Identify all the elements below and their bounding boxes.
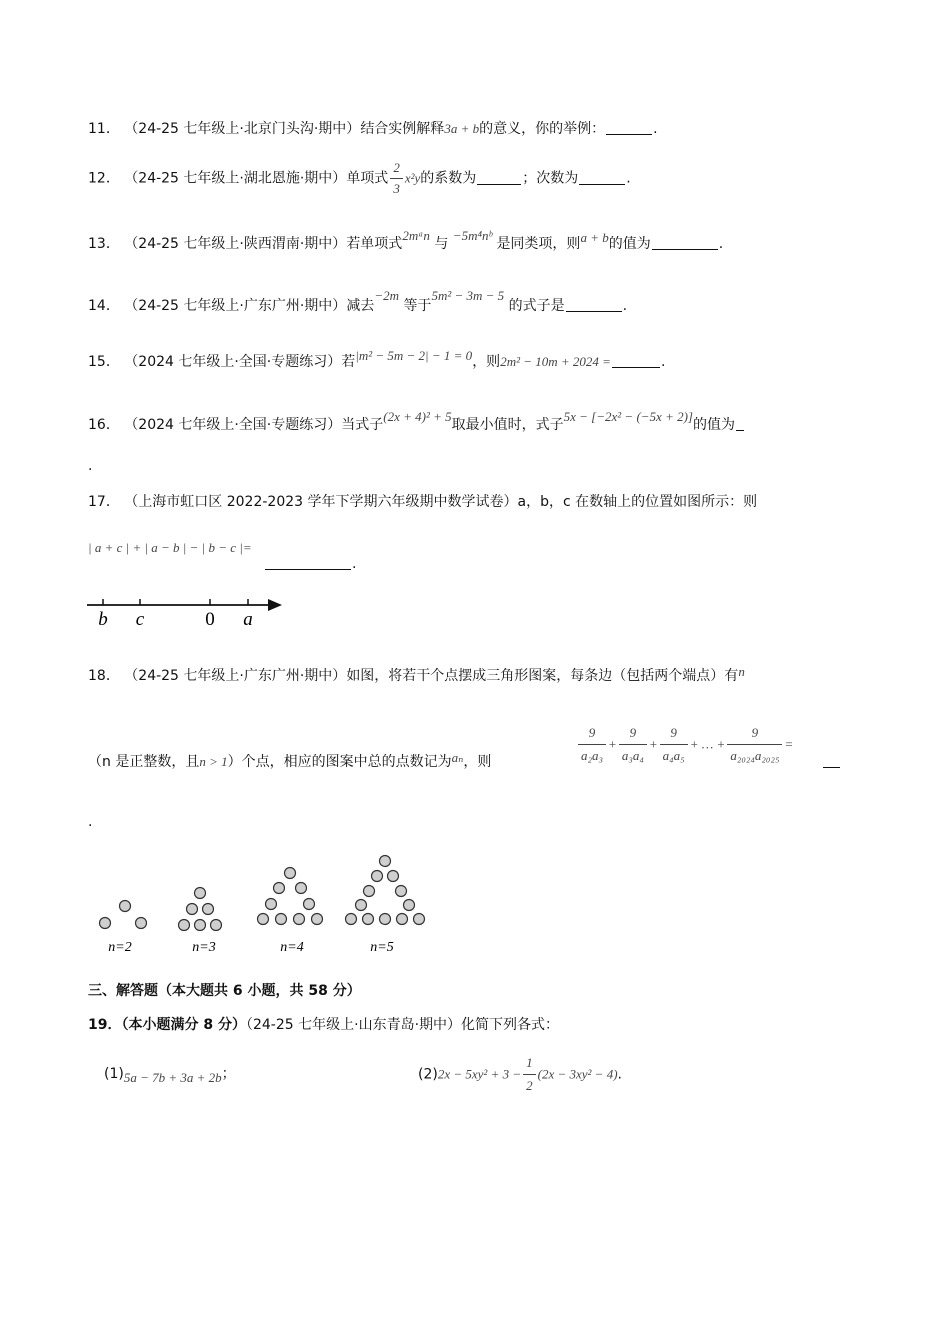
- q18-source: （24-25 七年级上·广东广州·期中）: [124, 668, 347, 684]
- q16-number: 16．: [88, 417, 120, 433]
- question-13: [88, 226, 723, 254]
- q13-expression-2: −5m⁴nᵇ: [452, 228, 492, 243]
- q17-number: 17．: [88, 494, 120, 510]
- q19-part-2-fraction: [523, 1052, 536, 1097]
- q19-part-1-label: (1): [104, 1066, 124, 1082]
- q12-fraction-denominator: 3: [390, 178, 403, 199]
- q12-text: ；次数为: [522, 170, 579, 187]
- q14-answer-blank: [566, 297, 622, 312]
- q12-expression: x²y: [404, 170, 421, 186]
- q11-text: 结合实例解释: [360, 121, 445, 137]
- q18-term-3-den: a₄a₅: [660, 744, 688, 767]
- q19-part-1: [104, 1064, 236, 1088]
- question-11: [88, 119, 658, 139]
- dot: [404, 900, 415, 911]
- dot: [211, 920, 222, 931]
- q18-term-3-num: 9: [670, 725, 677, 740]
- q14-text: 的式子是: [508, 298, 565, 314]
- q18-var-n: n: [738, 664, 745, 679]
- q15-source: （2024 七年级上·全国·专题练习）: [124, 354, 342, 370]
- q18-text: （n 是正整数，且: [88, 754, 200, 770]
- q12-source: （24-25 七年级上·湖北恩施·期中）: [124, 170, 347, 187]
- q18-term-1-num: 9: [588, 725, 596, 740]
- q18-term-1: [578, 722, 606, 767]
- q17-expression-line: [88, 538, 252, 564]
- q19-part-2-frac-num: 1: [526, 1055, 533, 1070]
- figure-label-n2: n=2: [108, 940, 132, 955]
- q13-expression-3: a + b: [580, 230, 609, 245]
- q15-text: 若: [341, 354, 356, 370]
- q19-part-2: [418, 1052, 622, 1097]
- q13-end: .: [718, 236, 724, 252]
- q19-part-1-end: ；: [221, 1066, 236, 1082]
- q17-answer-blank: [265, 555, 351, 570]
- q19-part-2-expression: 2x − 5xy² + 3 −: [437, 1066, 522, 1082]
- q11-expression: 3a + b: [444, 121, 480, 136]
- q18-var-a: aₙ: [451, 750, 464, 765]
- dot: [100, 918, 111, 929]
- q14-number: 14．: [88, 298, 120, 314]
- q19-part-1-expression: 5a − 7b + 3a + 2b: [123, 1070, 222, 1085]
- q13-text: 若单项式: [346, 236, 403, 252]
- q18-term-2-num: 9: [629, 725, 637, 740]
- q19-score: （本小题满分 8 分）: [121, 1017, 246, 1033]
- q12-fraction-numerator: 2: [393, 160, 400, 175]
- q11-text: 的意义，你的举例：: [479, 121, 606, 137]
- q18-text: ）个点，相应的图案中总的点数记为: [227, 754, 452, 770]
- dot: [285, 868, 296, 879]
- q19-part-2-end: .: [617, 1066, 622, 1083]
- q13-source: （24-25 七年级上·陕西渭南·期中）: [124, 236, 347, 252]
- dot: [294, 914, 305, 925]
- q19-number: 19．: [88, 1017, 122, 1033]
- q18-number: 18．: [88, 668, 120, 684]
- dot: [276, 914, 287, 925]
- q14-text: 减去: [346, 298, 375, 314]
- q17-expression: | a + c | + | a − b | − | b − c |=: [88, 540, 252, 555]
- q13-answer-blank: [652, 235, 718, 250]
- q17-blank-line: [264, 554, 356, 574]
- section-3-title: 三、解答题（本大题共 6 小题，共 58 分）: [88, 983, 361, 999]
- q18-term-4-num: 9: [751, 725, 759, 740]
- figure-n3: [179, 888, 222, 931]
- dot: [397, 914, 408, 925]
- dot: [364, 886, 375, 897]
- dot: [372, 871, 383, 882]
- dot: [203, 904, 214, 915]
- q18-term-4: [727, 722, 782, 767]
- q13-text: 与: [434, 236, 449, 252]
- q12-coefficient-blank: [477, 170, 521, 185]
- q18-text: ，则: [463, 754, 492, 770]
- q17-text: a，b，c 在数轴上的位置如图所示：则: [517, 494, 758, 510]
- dot: [363, 914, 374, 925]
- q19-source: （24-25 七年级上·山东青岛·期中）: [245, 1017, 462, 1033]
- dot: [414, 914, 425, 925]
- q18-term-3: [660, 722, 688, 767]
- q12-number: 12．: [88, 170, 120, 187]
- dot: [136, 918, 147, 929]
- figure-n2: [100, 901, 147, 929]
- q13-number: 13．: [88, 236, 120, 252]
- q11-number: 11．: [88, 121, 120, 137]
- figure-label-n4: n=4: [280, 940, 304, 955]
- dot: [380, 914, 391, 925]
- q14-expression-1: −2m: [374, 288, 399, 303]
- q16-text: 取最小值时，式子: [451, 417, 564, 433]
- q18-term-1-den: a₂a₃: [578, 744, 606, 767]
- q18-equals: =: [784, 736, 794, 752]
- q13-text: 的值为: [608, 236, 651, 252]
- number-line: [84, 592, 290, 632]
- label-a: a: [243, 609, 253, 630]
- question-17: [88, 492, 757, 512]
- q12-fraction: [390, 158, 403, 199]
- dot: [179, 920, 190, 931]
- q18-sum-expression: $\frac{9}{\text{a₂a₃}}$ + $\frac{9}{\text{a₃a₄}}$ + $\frac{9}{\text{a₄a₅}}$ + … + $\frac{9}{\text{a₂₀₂₄a₂₀₂₅}}$ =: [576, 722, 793, 767]
- dot-triangle-figures: [90, 848, 440, 960]
- q16-text: 当式子: [341, 417, 384, 433]
- q15-answer-blank: [612, 353, 660, 368]
- q15-expression-2: 2m² − 10m + 2024 =: [500, 354, 611, 369]
- question-18: [88, 662, 745, 686]
- question-19: [88, 1015, 559, 1035]
- question-12: [88, 158, 631, 199]
- q12-text: 单项式: [346, 170, 389, 187]
- q16-answer-blank: [736, 416, 744, 431]
- q19-text: 化简下列各式：: [461, 1017, 560, 1033]
- figure-n4: [258, 868, 323, 925]
- dot: [356, 900, 367, 911]
- q18-term-2-den: a₃a₄: [619, 744, 647, 767]
- dot: [266, 899, 277, 910]
- q12-text: 的系数为: [420, 170, 477, 187]
- q16-end: .: [88, 458, 93, 474]
- dot: [388, 871, 399, 882]
- q11-answer-blank: [606, 120, 652, 135]
- dot: [258, 914, 269, 925]
- q19-part-2-frac-den: 2: [523, 1074, 536, 1097]
- dot: [396, 886, 407, 897]
- label-c: c: [135, 609, 145, 630]
- q19-part-2-expression: (2x − 3xy² − 4): [537, 1066, 618, 1082]
- dot: [312, 914, 323, 925]
- q16-text: 的值为: [693, 417, 735, 433]
- q18-answer-blank-wrap: [822, 752, 841, 772]
- q18-line-2: [88, 748, 491, 772]
- question-15: [88, 346, 665, 372]
- number-line-arrow: [268, 599, 282, 611]
- q14-source: （24-25 七年级上·广东广州·期中）: [124, 298, 347, 314]
- q16-expression-1: (2x + 4)² + 5: [383, 409, 452, 424]
- dot: [195, 920, 206, 931]
- q18-term-2: [619, 722, 647, 767]
- q12-degree-blank: [579, 170, 625, 185]
- q13-expression-1: 2mᵃn: [402, 228, 430, 243]
- question-14: [88, 286, 627, 316]
- dot: [120, 901, 131, 912]
- dot: [304, 899, 315, 910]
- question-16: [88, 407, 745, 435]
- q11-end: .: [653, 121, 658, 137]
- q18-term-4-den: a₂₀₂₄a₂₀₂₅: [727, 744, 782, 767]
- dot: [274, 883, 285, 894]
- q11-source: （24-25 七年级上·北京门头沟·期中）: [124, 121, 361, 137]
- q15-expression-1: |m² − 5m − 2| − 1 = 0: [355, 348, 473, 363]
- q14-expression-2: 5m² − 3m − 5: [431, 288, 505, 303]
- label-zero: 0: [205, 609, 215, 630]
- dot: [296, 883, 307, 894]
- q16-source: （2024 七年级上·全国·专题练习）: [124, 417, 342, 433]
- q14-end: .: [622, 298, 628, 314]
- q17-end: .: [352, 556, 357, 572]
- dot: [346, 914, 357, 925]
- q18-ellipsis: + … +: [689, 736, 726, 752]
- label-b: b: [98, 609, 108, 630]
- q19-part-2-label: (2): [418, 1066, 438, 1083]
- q16-expression-2: 5x − [−2x² − (−5x + 2)]: [563, 409, 693, 424]
- q18-answer-blank: [823, 753, 840, 768]
- figure-label-n3: n=3: [192, 940, 216, 955]
- q15-text: ，则: [472, 354, 501, 370]
- q18-text: 如图，将若干个点摆成三角形图案，每条边（包括两个端点）有: [346, 668, 739, 684]
- q15-end: .: [660, 354, 666, 370]
- q18-end: .: [88, 814, 93, 830]
- q12-end: .: [626, 170, 631, 187]
- dot: [195, 888, 206, 899]
- q14-text: 等于: [403, 298, 432, 314]
- dot: [187, 904, 198, 915]
- q17-source: （上海市虹口区 2022-2023 学年下学期六年级期中数学试卷）: [124, 494, 518, 510]
- figure-n5: [346, 856, 425, 925]
- q15-number: 15．: [88, 354, 120, 370]
- dot: [380, 856, 391, 867]
- figure-label-n5: n=5: [370, 940, 394, 955]
- q18-condition: n > 1: [199, 754, 228, 769]
- q13-text: 是同类项，则: [496, 236, 581, 252]
